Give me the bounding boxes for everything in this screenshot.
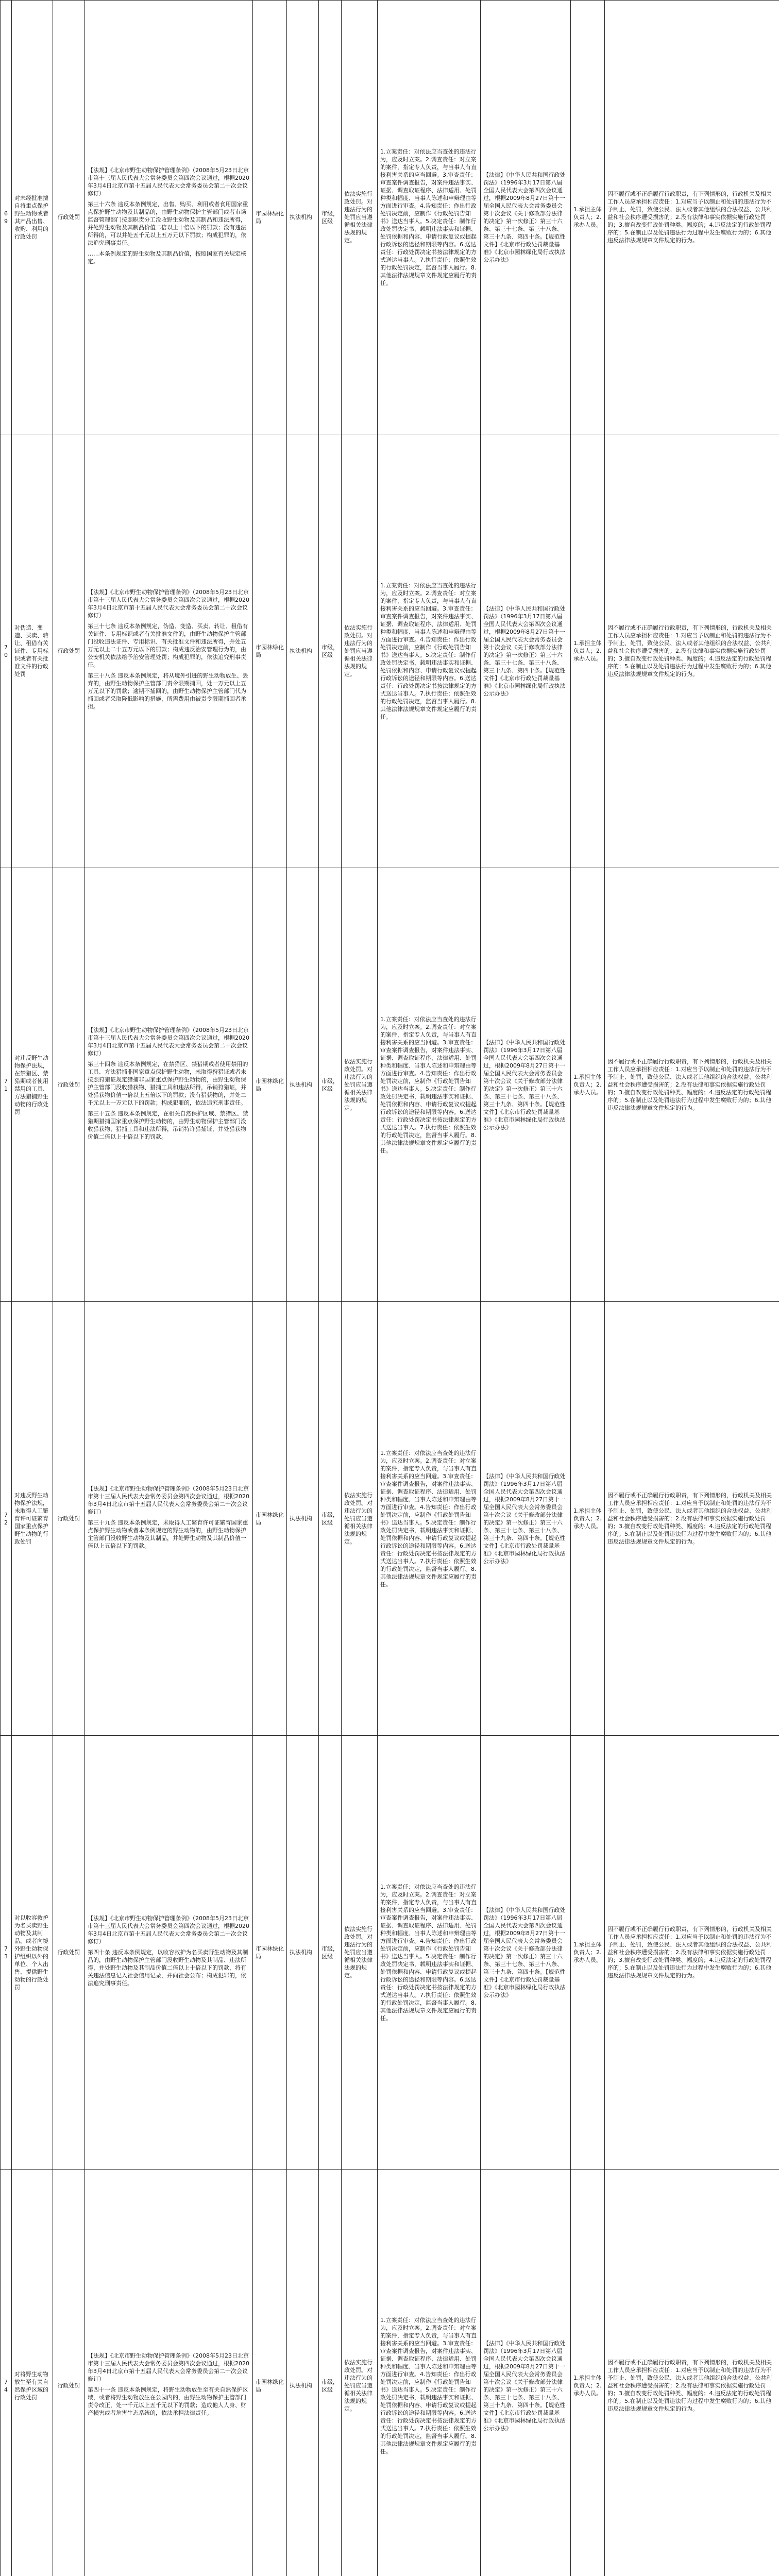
procedure-law: 【法律】《中华人民共和国行政处罚法》（1996年3月17日第八届全国人民代表大会第四次会议通过，根据2009年8月27日第十一届全国人民代表大会常务委员会第十次会议《关于修改部分法律的决定》第一次修正）第三十六条、第三十七条、第三十八条、第三十九条、第四十条。【规范性文件】《北京市行政处罚裁量基准》《北京市园林绿化局行政执法公示办法》 — [481, 1736, 571, 2170]
handling-office: 执法机构 — [287, 2170, 319, 2576]
item-type: 行政处罚 — [53, 868, 85, 1302]
legal-basis-paragraph: 第四十一条 违反本条例规定，将野生动物放生至有关自然保护区域，或者将野生动物放生在公园内的，由野生动物保护主管部门责令改正，处一千元以上五千元以下的罚款；造成他人人身、财产损害或者危害生态系统的，依法承担法律责任。 — [88, 2386, 248, 2416]
implementation-method: 依法实施行政处罚。对违法行为的处罚应当遵循相关法律法规的规定。 — [342, 868, 378, 1302]
accountability-clause: 因不履行或不正确履行行政职责，有下列情形的，行政机关及相关工作人员应承担相应责任：1.对应当予以制止和处罚的违法行为不予制止、处罚，致使公民、法人或者其他组织的合法权益、公共利益和社会秩序遭受损害的；2.没有法律和事实依据实施行政处罚的；3.擅自改变行政处罚种类、幅度的；4.违反法定的行政处罚程序的；5.在制止以及处罚违法行为过程中发生腐败行为的；6.其他违反法律法规规章文件规定的行为。 — [605, 434, 779, 868]
accountability-clause: 因不履行或不正确履行行政职责，有下列情形的，行政机关及相关工作人员应承担相应责任：1.对应当予以制止和处罚的违法行为不予制止、处罚，致使公民、法人或者其他组织的合法权益、公共利益和社会秩序遭受损害的；2.没有法律和事实依据实施行政处罚的；3.擅自改变行政处罚种类、幅度的；4.违反法定的行政处罚程序的；5.在制止以及处罚违法行为过程中发生腐败行为的；6.其他违反法律法规规章文件规定的行为。 — [605, 1, 779, 434]
responsibility-steps: 1.立案责任：对依法应当查处的违法行为，应及时立案。2.调查责任：对立案的案件，指定专人负责，与当事人有直接利害关系的应当回避。3.审查责任：审查案件调查报告，对案件违法事实、证据、调查取证程序、法律适用、处罚种类和幅度、当事人陈述和申辩理由等方面进行审查。4.告知责任：作出行政处罚决定前，应制作《行政处罚告知书》送达当事人。5.决定责任：制作行政处罚决定书，载明违法事实和证据、处罚依据和内容、申请行政复议或提起行政诉讼的途径和期限等内容。6.送达责任：行政处罚决定书按法律规定的方式送达当事人。7.执行责任：依照生效的行政处罚决定，监督当事人履行。8.其他法律法规规章文件规定应履行的责任。 — [378, 868, 481, 1302]
legal-basis-paragraph: 【法规】《北京市野生动物保护管理条例》（2008年5月23日北京市第十三届人民代表大会常务委员会第四次会议通过，根据2020年3月4日北京市第十五届人民代表大会常务委员会第二十次会议修订） — [88, 1915, 249, 1945]
table-row — [1, 2170, 779, 2576]
row-number: 73 — [1, 1736, 12, 2170]
row-number: 71 — [1, 868, 12, 1302]
responsible-persons: 1.承担主体负责人；2.承办人员。 — [571, 2170, 605, 2576]
handling-office: 执法机构 — [287, 1736, 319, 2170]
legal-basis-paragraph: 【法规】《北京市野生动物保护管理条例》（2008年5月23日北京市第十三届人民代表大会常务委员会第四次会议通过，根据2020年3月4日北京市第十五届人民代表大会常务委员会第二十次会议修订） — [88, 1485, 249, 1515]
legal-basis — [85, 434, 253, 868]
responsibility-steps: 1.立案责任：对依法应当查处的违法行为，应及时立案。2.调查责任：对立案的案件，指定专人负责，与当事人有直接利害关系的应当回避。3.审查责任：审查案件调查报告，对案件违法事实、证据、调查取证程序、法律适用、处罚种类和幅度、当事人陈述和申辩理由等方面进行审查。4.告知责任：作出行政处罚决定前，应制作《行政处罚告知书》送达当事人。5.决定责任：制作行政处罚决定书，载明违法事实和证据、处罚依据和内容、申请行政复议或提起行政诉讼的途径和期限等内容。6.送达责任：行政处罚决定书按法律规定的方式送达当事人。7.执行责任：依照生效的行政处罚决定，监督当事人履行。8.其他法律法规规章文件规定应履行的责任。 — [378, 1736, 481, 2170]
row-number: 70 — [1, 434, 12, 868]
legal-basis — [85, 1302, 253, 1736]
implementation-method: 依法实施行政处罚。对违法行为的处罚应当遵循相关法律法规的规定。 — [342, 434, 378, 868]
responsible-department: 市园林绿化局 — [253, 2170, 287, 2576]
procedure-law: 【法律】《中华人民共和国行政处罚法》（1996年3月17日第八届全国人民代表大会第四次会议通过，根据2009年8月27日第十一届全国人民代表大会常务委员会第十次会议《关于修改部分法律的决定》第一次修正）第三十六条、第三十七条、第三十八条、第三十九条、第四十条。【规范性文件】《北京市行政处罚裁量基准》《北京市园林绿化局行政执法公示办法》 — [481, 434, 571, 868]
item-name: 对以收容救护为名买卖野生动物及其制品，或者向境外野生动物保护组织以外的单位、个人出售、提供野生动物的行政处罚 — [12, 1736, 53, 2170]
legal-basis-paragraph: ……本条例规定的野生动物及其制品价值，按照国家有关规定核定。 — [88, 250, 246, 265]
table-row — [1, 1736, 779, 2170]
handling-office: 执法机构 — [287, 1302, 319, 1736]
legal-basis — [85, 868, 253, 1302]
admin-level: 市级，区级 — [319, 1736, 342, 2170]
accountability-clause: 因不履行或不正确履行行政职责，有下列情形的，行政机关及相关工作人员应承担相应责任：1.对应当予以制止和处罚的违法行为不予制止、处罚，致使公民、法人或者其他组织的合法权益、公共利益和社会秩序遭受损害的；2.没有法律和事实依据实施行政处罚的；3.擅自改变行政处罚种类、幅度的；4.违反法定的行政处罚程序的；5.在制止以及处罚违法行为过程中发生腐败行为的；6.其他违反法律法规规章文件规定的行为。 — [605, 1736, 779, 2170]
item-type: 行政处罚 — [53, 1736, 85, 2170]
item-name: 对将野生动物放生至有关自然保护区域的行政处罚 — [12, 2170, 53, 2576]
responsibility-steps: 1.立案责任：对依法应当查处的违法行为，应及时立案。2.调查责任：对立案的案件，指定专人负责，与当事人有直接利害关系的应当回避。3.审查责任：审查案件调查报告，对案件违法事实、证据、调查取证程序、法律适用、处罚种类和幅度、当事人陈述和申辩理由等方面进行审查。4.告知责任：作出行政处罚决定前，应制作《行政处罚告知书》送达当事人。5.决定责任：制作行政处罚决定书，载明违法事实和证据、处罚依据和内容、申请行政复议或提起行政诉讼的途径和期限等内容。6.送达责任：行政处罚决定书按法律规定的方式送达当事人。7.执行责任：依照生效的行政处罚决定，监督当事人履行。8.其他法律法规规章文件规定应履行的责任。 — [378, 1302, 481, 1736]
item-name: 对未经批准擅自将重点保护野生动物或者其产品出售、收购、利用的行政处罚 — [12, 1, 53, 434]
legal-basis — [85, 2170, 253, 2576]
legal-basis-paragraph: 【法规】《北京市野生动物保护管理条例》（2008年5月23日北京市第十三届人民代表大会常务委员会第四次会议通过，根据2020年3月4日北京市第十五届人民代表大会常务委员会第二十次会议修订） — [88, 2352, 249, 2382]
handling-office: 执法机构 — [287, 434, 319, 868]
procedure-law: 【法律】《中华人民共和国行政处罚法》（1996年3月17日第八届全国人民代表大会第四次会议通过，根据2009年8月27日第十一届全国人民代表大会常务委员会第十次会议《关于修改部分法律的决定》第一次修正）第三十六条、第三十七条、第三十八条、第三十九条、第四十条。【规范性文件】《北京市行政处罚裁量基准》《北京市园林绿化局行政执法公示办法》 — [481, 1, 571, 434]
responsibility-steps: 1.立案责任：对依法应当查处的违法行为，应及时立案。2.调查责任：对立案的案件，指定专人负责，与当事人有直接利害关系的应当回避。3.审查责任：审查案件调查报告，对案件违法事实、证据、调查取证程序、法律适用、处罚种类和幅度、当事人陈述和申辩理由等方面进行审查。4.告知责任：作出行政处罚决定前，应制作《行政处罚告知书》送达当事人。5.决定责任：制作行政处罚决定书，载明违法事实和证据、处罚依据和内容、申请行政复议或提起行政诉讼的途径和期限等内容。6.送达责任：行政处罚决定书按法律规定的方式送达当事人。7.执行责任：依照生效的行政处罚决定，监督当事人履行。8.其他法律法规规章文件规定应履行的责任。 — [378, 434, 481, 868]
legal-basis-paragraph: 第四十条 违反本条例规定，以收容救护为名买卖野生动物及其制品的，由野生动物保护主管部门没收野生动物及其制品、违法所得，并处野生动物及其制品价值二倍以上十倍以下的罚款，将有关违法信息记入社会信用记录，并向社会公布；构成犯罪的，依法追究刑事责任。 — [88, 1949, 248, 1987]
legal-basis-paragraph: 第三十五条 违反本条例规定，在相关自然保护区域、禁猎区、禁猎期猎捕国家重点保护野生动物的，由野生动物保护主管部门没收猎获物、猎捕工具和违法所得，吊销特许猎捕证，并处猎获物价值二倍以上十倍以下的罚款。 — [88, 1110, 248, 1140]
accountability-clause: 因不履行或不正确履行行政职责，有下列情形的，行政机关及相关工作人员应承担相应责任：1.对应当予以制止和处罚的违法行为不予制止、处罚，致使公民、法人或者其他组织的合法权益、公共利益和社会秩序遭受损害的；2.没有法律和事实依据实施行政处罚的；3.擅自改变行政处罚种类、幅度的；4.违反法定的行政处罚程序的；5.在制止以及处罚违法行为过程中发生腐败行为的；6.其他违反法律法规规章文件规定的行为。 — [605, 2170, 779, 2576]
item-name: 对伪造、变造、买卖、转让、租借有关证件、专用标识或者有关批准文件的行政处罚 — [12, 434, 53, 868]
admin-level: 市级，区级 — [319, 1, 342, 434]
implementation-method: 依法实施行政处罚。对违法行为的处罚应当遵循相关法律法规的规定。 — [342, 1736, 378, 2170]
responsible-persons: 1.承担主体负责人；2.承办人员。 — [571, 1, 605, 434]
procedure-law: 【法律】《中华人民共和国行政处罚法》（1996年3月17日第八届全国人民代表大会第四次会议通过，根据2009年8月27日第十一届全国人民代表大会常务委员会第十次会议《关于修改部分法律的决定》第一次修正）第三十六条、第三十七条、第三十八条、第三十九条、第四十条。【规范性文件】《北京市行政处罚裁量基准》《北京市园林绿化局行政执法公示办法》 — [481, 2170, 571, 2576]
implementation-method: 依法实施行政处罚。对违法行为的处罚应当遵循相关法律法规的规定。 — [342, 1302, 378, 1736]
responsibility-steps: 1.立案责任：对依法应当查处的违法行为，应及时立案。2.调查责任：对立案的案件，指定专人负责，与当事人有直接利害关系的应当回避。3.审查责任：审查案件调查报告，对案件违法事实、证据、调查取证程序、法律适用、处罚种类和幅度、当事人陈述和申辩理由等方面进行审查。4.告知责任：作出行政处罚决定前，应制作《行政处罚告知书》送达当事人。5.决定责任：制作行政处罚决定书，载明违法事实和证据、处罚依据和内容、申请行政复议或提起行政诉讼的途径和期限等内容。6.送达责任：行政处罚决定书按法律规定的方式送达当事人。7.执行责任：依照生效的行政处罚决定，监督当事人履行。8.其他法律法规规章文件规定应履行的责任。 — [378, 1, 481, 434]
table-row — [1, 1302, 779, 1736]
procedure-law: 【法律】《中华人民共和国行政处罚法》（1996年3月17日第八届全国人民代表大会第四次会议通过，根据2009年8月27日第十一届全国人民代表大会常务委员会第十次会议《关于修改部分法律的决定》第一次修正）第三十六条、第三十七条、第三十八条、第三十九条、第四十条。【规范性文件】《北京市行政处罚裁量基准》《北京市园林绿化局行政执法公示办法》 — [481, 868, 571, 1302]
item-type: 行政处罚 — [53, 1, 85, 434]
table-row — [1, 434, 779, 868]
responsible-persons: 1.承担主体负责人；2.承办人员。 — [571, 1302, 605, 1736]
legal-basis-paragraph: 第三十七条 违反本条例规定，伪造、变造、买卖、转让、租借有关证件、专用标识或者有关批准文件的，由野生动物保护主管部门没收违法证件、专用标识、有关批准文件和违法所得，并处五万元以上二十五万元以下的罚款；构成违反治安管理行为的，由公安机关依法给予治安管理处罚；构成犯罪的，依法追究刑事责任。 — [88, 623, 248, 668]
accountability-clause: 因不履行或不正确履行行政职责，有下列情形的，行政机关及相关工作人员应承担相应责任：1.对应当予以制止和处罚的违法行为不予制止、处罚，致使公民、法人或者其他组织的合法权益、公共利益和社会秩序遭受损害的；2.没有法律和事实依据实施行政处罚的；3.擅自改变行政处罚种类、幅度的；4.违反法定的行政处罚程序的；5.在制止以及处罚违法行为过程中发生腐败行为的；6.其他违反法律法规规章文件规定的行为。 — [605, 1302, 779, 1736]
admin-level: 市级，区级 — [319, 868, 342, 1302]
legal-basis — [85, 1, 253, 434]
legal-basis-paragraph: 【法规】《北京市野生动物保护管理条例》（2008年5月23日北京市第十三届人民代表大会常务委员会第四次会议通过，根据2020年3月4日北京市第十五届人民代表大会常务委员会第二十次会议修订） — [88, 589, 249, 619]
admin-level: 市级，区级 — [319, 2170, 342, 2576]
responsible-persons: 1.承担主体负责人；2.承办人员。 — [571, 434, 605, 868]
responsible-department: 市园林绿化局 — [253, 1302, 287, 1736]
table-row — [1, 868, 779, 1302]
legal-basis-paragraph: 第三十六条 违反本条例规定，出售、购买、利用或者食用国家重点保护野生动物及其制品的，由野生动物保护主管部门或者市场监督管理部门按照职责分工没收野生动物及其制品和违法所得，并处野生动物及其制品价值二倍以上十倍以下的罚款；没有违法所得的，可以并处五千元以上五万元以下罚款；构成犯罪的，依法追究刑事责任。 — [88, 200, 248, 246]
responsible-department: 市园林绿化局 — [253, 868, 287, 1302]
responsible-persons: 1.承担主体负责人；2.承办人员。 — [571, 868, 605, 1302]
row-number: 69 — [1, 1, 12, 434]
table-row — [1, 1, 779, 434]
item-type: 行政处罚 — [53, 1302, 85, 1736]
legal-basis-paragraph: 第三十九条 违反本条例规定，未取得人工繁育许可证繁育国家重点保护野生动物或者本条例规定的野生动物的，由野生动物保护主管部门没收野生动物及其制品，并处野生动物及其制品价值一倍以上五倍以下的罚款。 — [88, 1519, 248, 1549]
responsible-persons: 1.承担主体负责人；2.承办人员。 — [571, 1736, 605, 2170]
responsible-department: 市园林绿化局 — [253, 434, 287, 868]
item-type: 行政处罚 — [53, 2170, 85, 2576]
legal-basis — [85, 1736, 253, 2170]
implementation-method: 依法实施行政处罚。对违法行为的处罚应当遵循相关法律法规的规定。 — [342, 2170, 378, 2576]
row-number: 72 — [1, 1302, 12, 1736]
implementation-method: 依法实施行政处罚。对违法行为的处罚应当遵循相关法律法规的规定。 — [342, 1, 378, 434]
accountability-clause: 因不履行或不正确履行行政职责，有下列情形的，行政机关及相关工作人员应承担相应责任：1.对应当予以制止和处罚的违法行为不予制止、处罚，致使公民、法人或者其他组织的合法权益、公共利益和社会秩序遭受损害的；2.没有法律和事实依据实施行政处罚的；3.擅自改变行政处罚种类、幅度的；4.违反法定的行政处罚程序的；5.在制止以及处罚违法行为过程中发生腐败行为的；6.其他违反法律法规规章文件规定的行为。 — [605, 868, 779, 1302]
admin-level: 市级，区级 — [319, 1302, 342, 1736]
legal-basis-paragraph: 【法规】《北京市野生动物保护管理条例》（2008年5月23日北京市第十三届人民代表大会常务委员会第四次会议通过，根据2020年3月4日北京市第十五届人民代表大会常务委员会第二十次会议修订） — [88, 166, 249, 197]
responsible-department: 市园林绿化局 — [253, 1, 287, 434]
row-number: 74 — [1, 2170, 12, 2576]
procedure-law: 【法律】《中华人民共和国行政处罚法》（1996年3月17日第八届全国人民代表大会第四次会议通过，根据2009年8月27日第十一届全国人民代表大会常务委员会第十次会议《关于修改部分法律的决定》第一次修正）第三十六条、第三十七条、第三十八条、第三十九条、第四十条。【规范性文件】《北京市行政处罚裁量基准》《北京市园林绿化局行政执法公示办法》 — [481, 1302, 571, 1736]
legal-basis-paragraph: 【法规】《北京市野生动物保护管理条例》（2008年5月23日北京市第十三届人民代表大会常务委员会第四次会议通过，根据2020年3月4日北京市第十五届人民代表大会常务委员会第二十次会议修订） — [88, 1026, 249, 1057]
item-type: 行政处罚 — [53, 434, 85, 868]
admin-level: 市级，区级 — [319, 434, 342, 868]
handling-office: 执法机构 — [287, 1, 319, 434]
responsibility-steps: 1.立案责任：对依法应当查处的违法行为，应及时立案。2.调查责任：对立案的案件，指定专人负责，与当事人有直接利害关系的应当回避。3.审查责任：审查案件调查报告，对案件违法事实、证据、调查取证程序、法律适用、处罚种类和幅度、当事人陈述和申辩理由等方面进行审查。4.告知责任：作出行政处罚决定前，应制作《行政处罚告知书》送达当事人。5.决定责任：制作行政处罚决定书，载明违法事实和证据、处罚依据和内容、申请行政复议或提起行政诉讼的途径和期限等内容。6.送达责任：行政处罚决定书按法律规定的方式送达当事人。7.执行责任：依照生效的行政处罚决定，监督当事人履行。8.其他法律法规规章文件规定应履行的责任。 — [378, 2170, 481, 2576]
item-name: 对违反野生动物保护法规，未取得人工繁育许可证繁育国家重点保护野生动物的行政处罚 — [12, 1302, 53, 1736]
item-name: 对违反野生动物保护法规，在禁猎区、禁猎期或者使用禁用的工具、方法猎捕野生动物的行政处罚 — [12, 868, 53, 1302]
legal-basis-paragraph: 第三十四条 违反本条例规定，在禁猎区、禁猎期或者使用禁用的工具、方法猎捕非国家重点保护野生动物，未取得狩猎证或者未按照狩猎证规定猎捕非国家重点保护野生动物的，由野生动物保护主管部门没收猎获物、猎捕工具和违法所得，吊销狩猎证，并处猎获物价值一倍以上五倍以下的罚款；没有猎获物的，并处二千元以上一万元以下的罚款；构成犯罪的，依法追究刑事责任。 — [88, 1060, 248, 1106]
responsible-department: 市园林绿化局 — [253, 1736, 287, 2170]
legal-basis-paragraph: 第三十八条 违反本条例规定，将从境外引进的野生动物放生、丢弃的，由野生动物保护主管部门责令限期捕回，处一万元以上五万元以下的罚款；逾期不捕回的，由野生动物保护主管部门代为捕回或者采取降低影响的措施，所需费用由被责令限期捕回者承担。 — [88, 672, 248, 710]
table-body — [1, 1, 779, 2576]
handling-office: 执法机构 — [287, 868, 319, 1302]
